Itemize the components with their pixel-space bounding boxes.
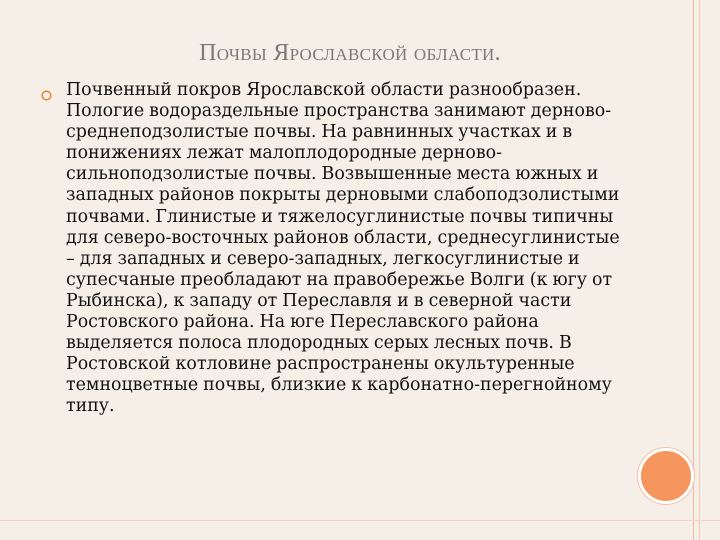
slide-border-line [699,0,700,540]
bullet-icon [41,90,52,101]
slide-border-line [0,520,720,521]
slide-title: Почвы Ярославской области. [199,40,501,66]
slide-border-line [693,0,694,540]
decorative-circle-icon [638,448,694,504]
body-paragraph: Почвенный покров Ярославской области разнообразен. Пологие водораздельные пространства занимают дерново-среднеподзолистые почвы. На равнинных участках и в понижениях лежат малоплодородные дерново-сильноподзолистые почвы. Возвышенные места южных и западных районов покрыты дерновыми слабоподзолистыми почвами. Глинистые и тяжелосуглинистые почвы типичны для северо-восточных районов области, среднесуглинистые – для западных и северо-западных, легкосуглинистые и супесчаные преобладают на правобережье Волги (к югу от Рыбинска), к западу от Переславля и в северной части Ростовского района. На юге Переславского района выделяется полоса плодородных серых лесных почв. В Ростовской котловине распространены окультуренные темноцветные почвы, близкие к карбонатно-перегнойному типу. [66,80,620,417]
